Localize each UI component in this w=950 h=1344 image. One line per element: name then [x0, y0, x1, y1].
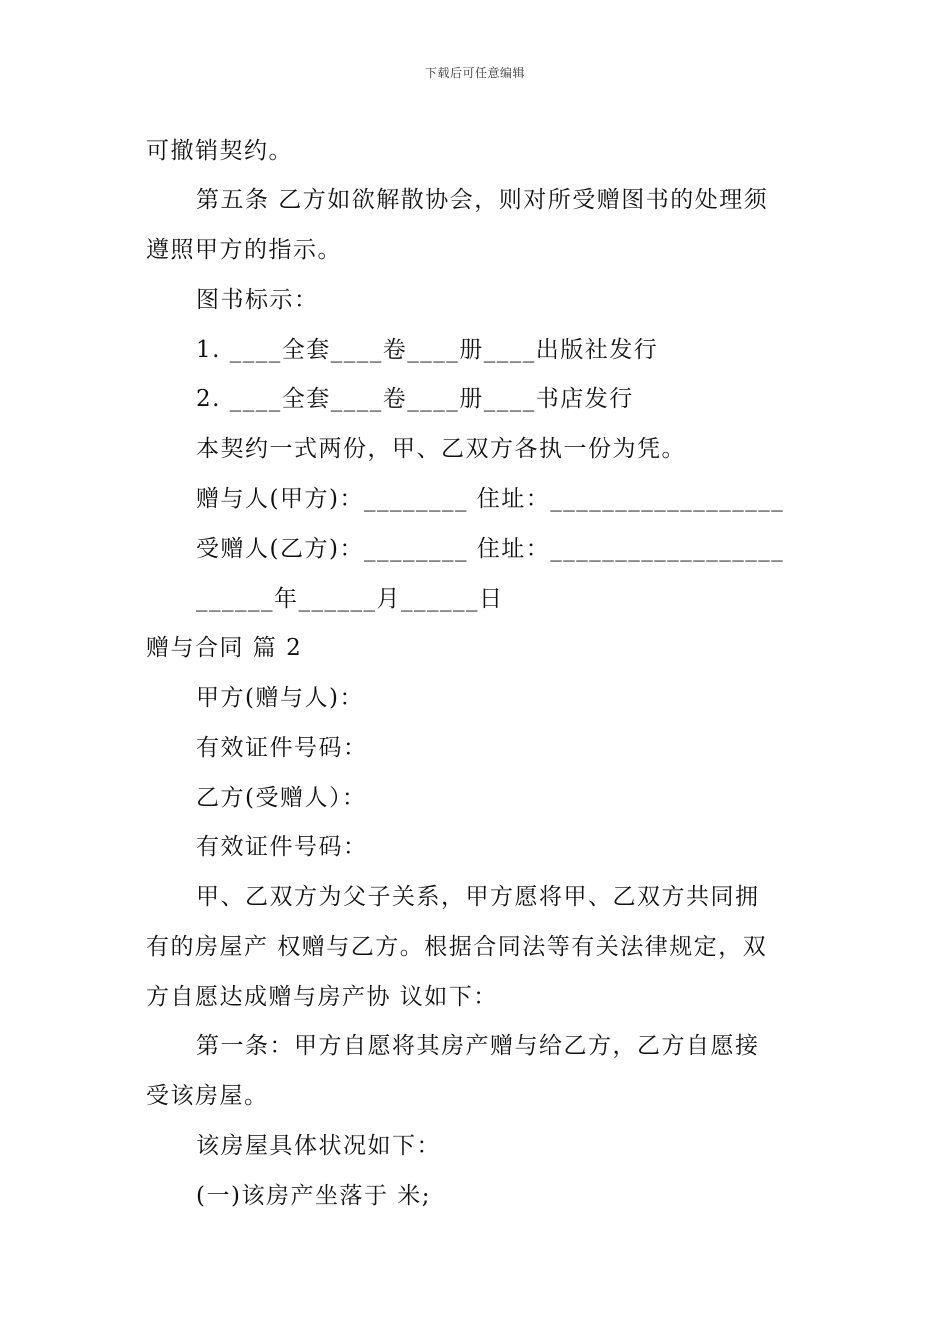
text-line-date: ______年______月______日	[196, 586, 504, 612]
text-line-relationship-cont-2: 方自愿达成赠与房产协 议如下：	[146, 984, 498, 1010]
text-line-party-b-id: 有效证件号码：	[196, 834, 368, 860]
text-line-book-label: 图书标示：	[196, 287, 319, 313]
text-line-copies: 本契约一式两份，甲、乙双方各执一份为凭。	[196, 436, 686, 462]
page-header: 下载后可任意编辑	[424, 66, 525, 80]
text-line-article-one: 第一条：甲方自愿将其房产赠与给乙方，乙方自愿接	[196, 1033, 760, 1059]
text-line-article-five: 第五条 乙方如欲解散协会，则对所受赠图书的处理须	[196, 187, 769, 213]
text-line-book-item-1: 1. ____全套____卷____册____出版社发行	[196, 337, 659, 363]
text-line-recipient: 受赠人(乙方)：________ 住址：__________________	[196, 536, 785, 562]
text-line-revocable-contract: 可撤销契约。	[146, 138, 293, 164]
text-line-relationship: 甲、乙双方为父子关系，甲方愿将甲、乙双方共同拥	[196, 884, 760, 910]
text-line-party-a-id: 有效证件号码：	[196, 735, 368, 761]
text-line-book-item-2: 2. ____全套____卷____册____书店发行	[196, 386, 634, 412]
text-line-relationship-cont-1: 有的房屋产 权赠与乙方。根据合同法等有关法律规定，双	[146, 934, 768, 960]
text-line-party-a: 甲方(赠与人)：	[196, 685, 364, 711]
text-line-house-status: 该房屋具体状况如下：	[196, 1133, 441, 1159]
text-line-party-b: 乙方(受赠人）：	[196, 785, 367, 811]
text-line-article-one-cont: 受该房屋。	[146, 1083, 269, 1109]
section-title: 赠与合同 篇 2	[146, 635, 303, 661]
text-line-article-five-cont: 遵照甲方的指示。	[146, 237, 342, 263]
text-line-house-location: (一)该房产坐落于 米;	[196, 1183, 432, 1209]
text-line-donor: 赠与人(甲方)：________ 住址：__________________	[196, 486, 785, 512]
